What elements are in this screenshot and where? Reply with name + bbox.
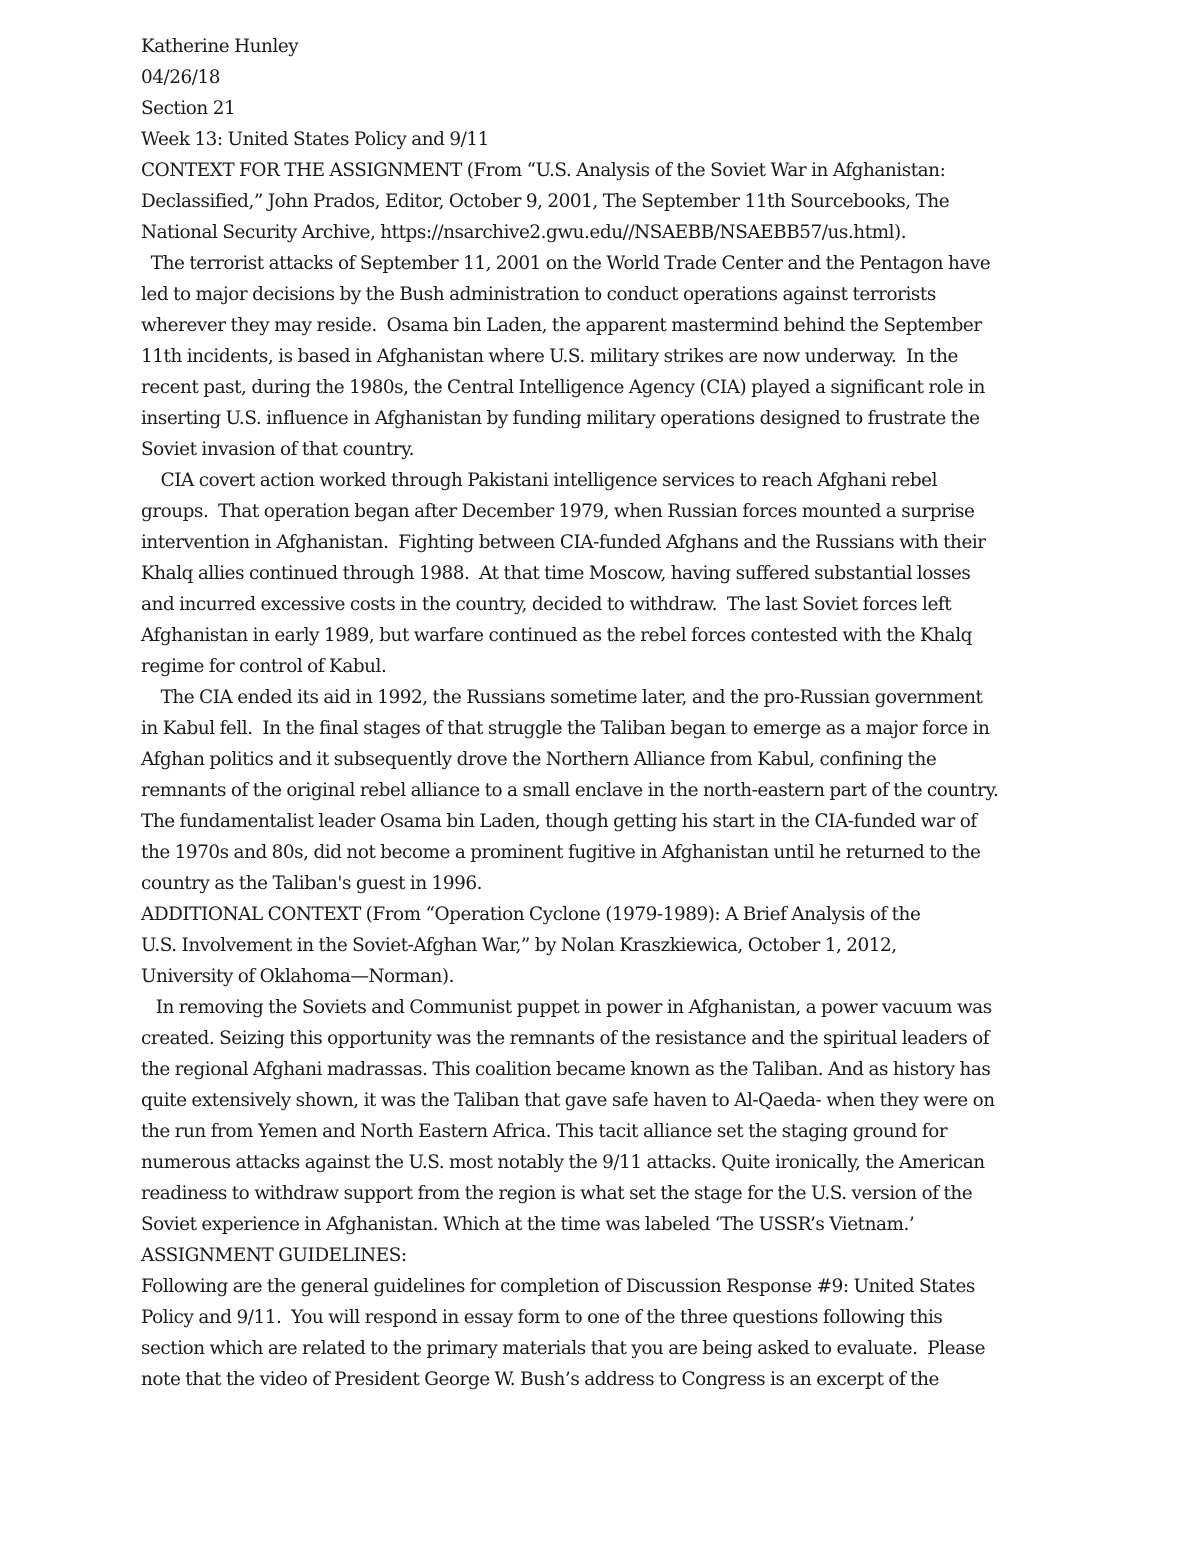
text-line: inserting U.S. influence in Afghanistan by funding military operations designed to frustrate the xyxy=(141,408,980,429)
text-line: U.S. Involvement in the Soviet-Afghan War,” by Nolan Kraszkiewica, October 1, 2012, xyxy=(141,935,897,956)
text-line: Soviet invasion of that country. xyxy=(141,439,415,460)
text-line: Afghan politics and it subsequently drove the Northern Alliance from Kabul, confining the xyxy=(141,749,937,770)
text-line: CIA covert action worked through Pakistani intelligence services to reach Afghani rebel xyxy=(141,470,938,491)
text-line: in Kabul fell. In the final stages of that struggle the Taliban began to emerge as a major force in xyxy=(141,718,990,739)
text-line: section which are related to the primary materials that you are being asked to evaluate. Please xyxy=(141,1338,986,1359)
text-line: groups. That operation began after December 1979, when Russian forces mounted a surprise xyxy=(141,501,975,522)
text-line: wherever they may reside. Osama bin Laden, the apparent mastermind behind the September xyxy=(141,315,982,336)
text-line: the run from Yemen and North Eastern Africa. This tacit alliance set the staging ground for xyxy=(141,1121,948,1142)
text-line: The fundamentalist leader Osama bin Laden, though getting his start in the CIA-funded war of xyxy=(141,811,977,832)
text-line: Declassified,” John Prados, Editor, October 9, 2001, The September 11th Sourcebooks, The xyxy=(141,191,950,212)
text-line: the 1970s and 80s, did not become a prominent fugitive in Afghanistan until he returned to the xyxy=(141,842,981,863)
document-title: Week 13: United States Policy and 9/11 xyxy=(141,129,489,150)
text-line: readiness to withdraw support from the region is what set the stage for the U.S. version of the xyxy=(141,1183,973,1204)
text-line: numerous attacks against the U.S. most notably the 9/11 attacks. Quite ironically, the American xyxy=(141,1152,985,1173)
text-line: In removing the Soviets and Communist puppet in power in Afghanistan, a power vacuum was xyxy=(141,997,992,1018)
document-date: 04/26/18 xyxy=(141,67,220,88)
text-line: University of Oklahoma—Norman). xyxy=(141,966,455,987)
author-name: Katherine Hunley xyxy=(141,36,299,57)
text-line: led to major decisions by the Bush administration to conduct operations against terrorists xyxy=(141,284,936,305)
text-line: remnants of the original rebel alliance to a small enclave in the north-eastern part of the country. xyxy=(141,780,999,801)
text-line: the regional Afghani madrassas. This coalition became known as the Taliban. And as history has xyxy=(141,1059,991,1080)
text-line: and incurred excessive costs in the country, decided to withdraw. The last Soviet forces left xyxy=(141,594,952,615)
text-line: created. Seizing this opportunity was the remnants of the resistance and the spiritual leaders of xyxy=(141,1028,990,1049)
text-line: The terrorist attacks of September 11, 2001 on the World Trade Center and the Pentagon have xyxy=(141,253,991,274)
text-line: 11th incidents, is based in Afghanistan where U.S. military strikes are now underway. In the xyxy=(141,346,958,367)
text-line: The CIA ended its aid in 1992, the Russians sometime later, and the pro-Russian government xyxy=(141,687,983,708)
text-line: country as the Taliban's guest in 1996. xyxy=(141,873,483,894)
section-label: Section 21 xyxy=(141,98,236,119)
text-line: Policy and 9/11. You will respond in essay form to one of the three questions following this xyxy=(141,1307,943,1328)
text-line: recent past, during the 1980s, the Central Intelligence Agency (CIA) played a significant role in xyxy=(141,377,985,398)
text-line: quite extensively shown, it was the Taliban that gave safe haven to Al-Qaeda- when they were on xyxy=(141,1090,995,1111)
text-line: National Security Archive, https://nsarchive2.gwu.edu//NSAEBB/NSAEBB57/us.html). xyxy=(141,222,907,243)
text-line: Khalq allies continued through 1988. At that time Moscow, having suffered substantial losses xyxy=(141,563,971,584)
text-line: regime for control of Kabul. xyxy=(141,656,387,677)
text-line: Following are the general guidelines for completion of Discussion Response #9: United States xyxy=(141,1276,975,1297)
document-text xyxy=(141,31,1071,1395)
text-line: Soviet experience in Afghanistan. Which at the time was labeled ‘The USSR’s Vietnam.’ xyxy=(141,1214,915,1235)
text-line: CONTEXT FOR THE ASSIGNMENT (From “U.S. Analysis of the Soviet War in Afghanistan: xyxy=(141,160,946,181)
text-line: ADDITIONAL CONTEXT (From “Operation Cyclone (1979-1989): A Brief Analysis of the xyxy=(141,904,921,925)
text-line: ASSIGNMENT GUIDELINES: xyxy=(141,1245,407,1266)
text-line: Afghanistan in early 1989, but warfare continued as the rebel forces contested with the Khalq xyxy=(141,625,972,646)
text-line: note that the video of President George W. Bush’s address to Congress is an excerpt of the xyxy=(141,1369,939,1390)
text-line: intervention in Afghanistan. Fighting between CIA-funded Afghans and the Russians with their xyxy=(141,532,986,553)
